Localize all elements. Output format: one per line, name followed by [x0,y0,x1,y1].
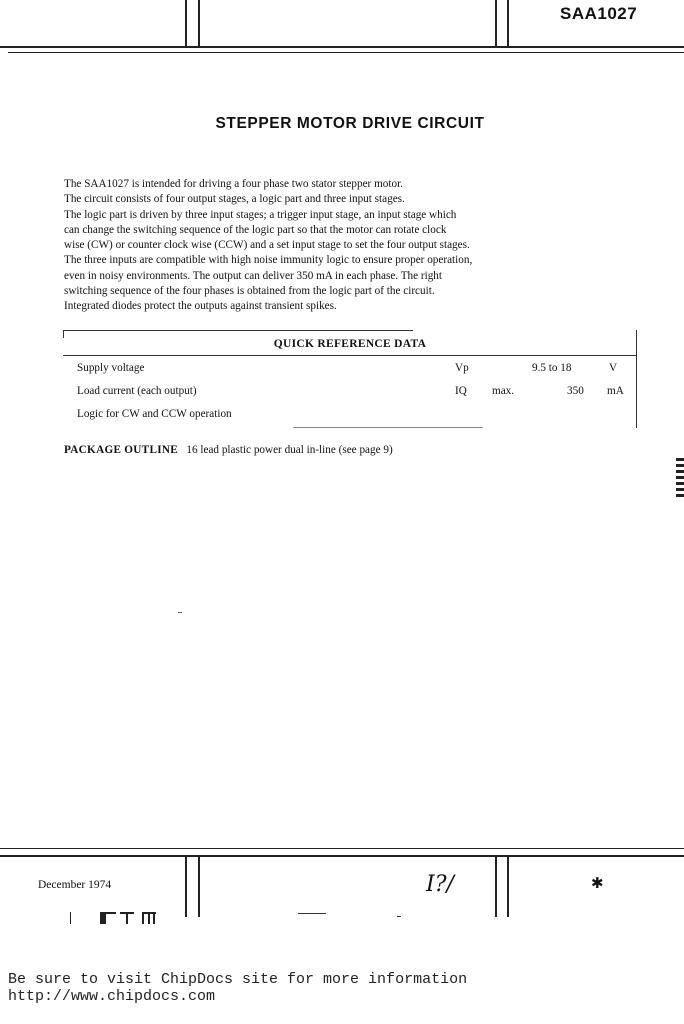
intro-line: can change the switching sequence of the logic part so that the motor can rotate clock [64,223,447,236]
intro-paragraph [64,177,644,315]
intro-line: The circuit consists of four output stages, a logic part and three input stages. [64,193,405,206]
intro-line: wise (CW) or counter clock wise (CCW) and a set input stage to set the four output stages. [64,239,470,252]
table-top-rule [63,330,413,331]
table-row [77,385,637,403]
quick-reference-table [63,330,637,428]
intro-line: switching sequence of the four phases is obtained from the logic part of the circuit. [64,285,435,298]
param-label: Supply voltage [77,362,145,374]
param-value: 9.5 to 18 [532,362,572,374]
scan-speck [178,612,182,613]
promo-text [8,971,467,1005]
handwritten-note: I?/ [426,872,454,897]
issue-date: December 1974 [38,879,112,891]
package-outline-text: 16 lead plastic power dual in-line (see page 9) [186,444,393,456]
table-bottom-rule [293,427,483,428]
promo-url-link[interactable]: http://www.chipdocs.com [8,988,216,1005]
param-label: Load current (each output) [77,385,197,397]
param-symbol: Vp [455,362,469,374]
part-number: SAA1027 [560,4,638,23]
param-value: 350 [567,385,584,397]
param-unit: mA [607,385,624,397]
intro-line: The logic part is driven by three input stages; a trigger input stage, an input stage which [64,208,457,221]
param-label: Logic for CW and CCW operation [77,408,232,420]
intro-line: The SAA1027 is intended for driving a four phase two stator stepper motor. [64,178,403,190]
table-title: QUICK REFERENCE DATA [273,338,427,350]
table-row [77,362,637,380]
promo-line: Be sure to visit ChipDocs site for more information [8,971,468,988]
package-outline [64,444,393,456]
table-header-rule [63,355,637,356]
param-unit: V [609,362,618,374]
param-qualifier: max. [492,385,515,397]
margin-tab-mark [676,458,684,500]
page-title: STEPPER MOTOR DRIVE CIRCUIT [215,115,485,132]
package-outline-label: PACKAGE OUTLINE [64,444,179,456]
intro-line: Integrated diodes protect the outputs against transient spikes. [64,300,337,313]
intro-line: even in noisy environments. The output can deliver 350 mA in each phase. The right [64,269,443,282]
star-mark-icon: ✱ [591,876,604,892]
param-symbol: IQ [455,385,467,397]
intro-line: The three inputs are compatible with high noise immunity logic to ensure proper operation, [64,254,473,267]
table-row [77,408,637,426]
